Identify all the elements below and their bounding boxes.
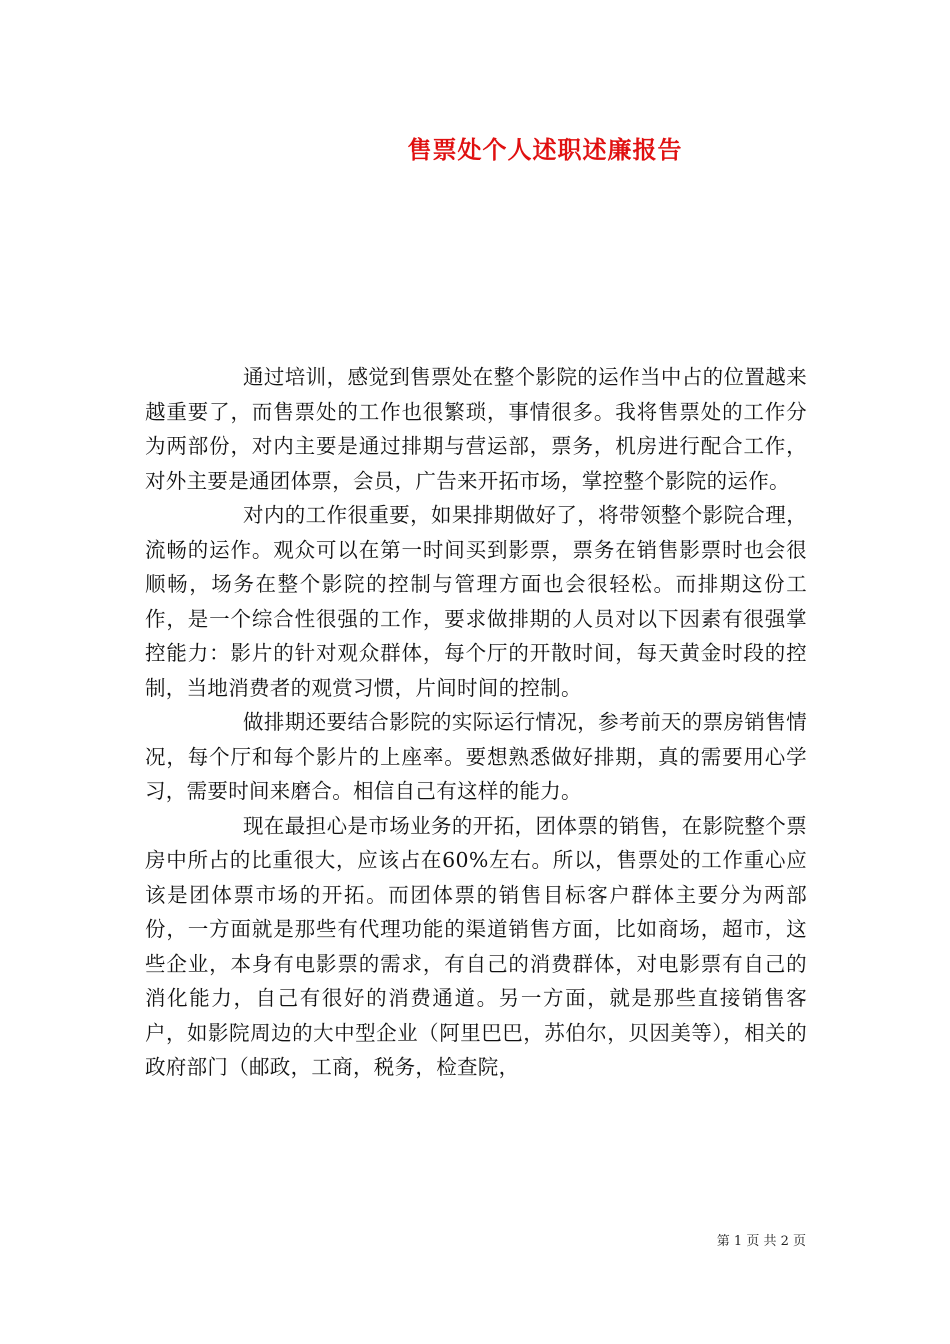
document-title: 售票处个人述职述廉报告 <box>407 135 683 164</box>
paragraph: 做排期还要结合影院的实际运行情况，参考前天的票房销售情况，每个厅和每个影片的上座率。要想熟悉做好排期，真的需要用心学习，需要时间来磨合。相信自己有这样的能力。 <box>145 710 807 803</box>
document-body <box>145 360 807 1085</box>
page-number-footer: 第 1 页 共 2 页 <box>716 1234 806 1249</box>
paragraph: 通过培训，感觉到售票处在整个影院的运作当中占的位置越来越重要了，而售票处的工作也很繁琐，事情很多。我将售票处的工作分为两部份，对内主要是通过排期与营运部，票务，机房进行配合工作，对外主要是通团体票，会员，广告来开拓市场，掌控整个影院的运作。 <box>145 365 807 493</box>
paragraph: 现在最担心是市场业务的开拓，团体票的销售，在影院整个票房中所占的比重很大，应该占在60%左右。所以，售票处的工作重心应该是团体票市场的开拓。而团体票的销售目标客户群体主要分为两部份，一方面就是那些有代理功能的渠道销售方面，比如商场，超市，这些企业，本身有电影票的需求，有自己的消费群体，对电影票有自己的消化能力，自己有很好的消费通道。另一方面，就是那些直接销售客户，如影院周边的大中型企业（阿里巴巴，苏伯尔，贝因美等），相关的政府部门（邮政，工商，税务，检查院， <box>145 813 807 1079</box>
paragraph: 对内的工作很重要，如果排期做好了，将带领整个影院合理，流畅的运作。观众可以在第一时间买到影票，票务在销售影票时也会很顺畅，场务在整个影院的控制与管理方面也会很轻松。而排期这份工作，是一个综合性很强的工作，要求做排期的人员对以下因素有很强掌控能力：影片的针对观众群体，每个厅的开散时间，每天黄金时段的控制，当地消费者的观赏习惯，片间时间的控制。 <box>145 503 807 700</box>
